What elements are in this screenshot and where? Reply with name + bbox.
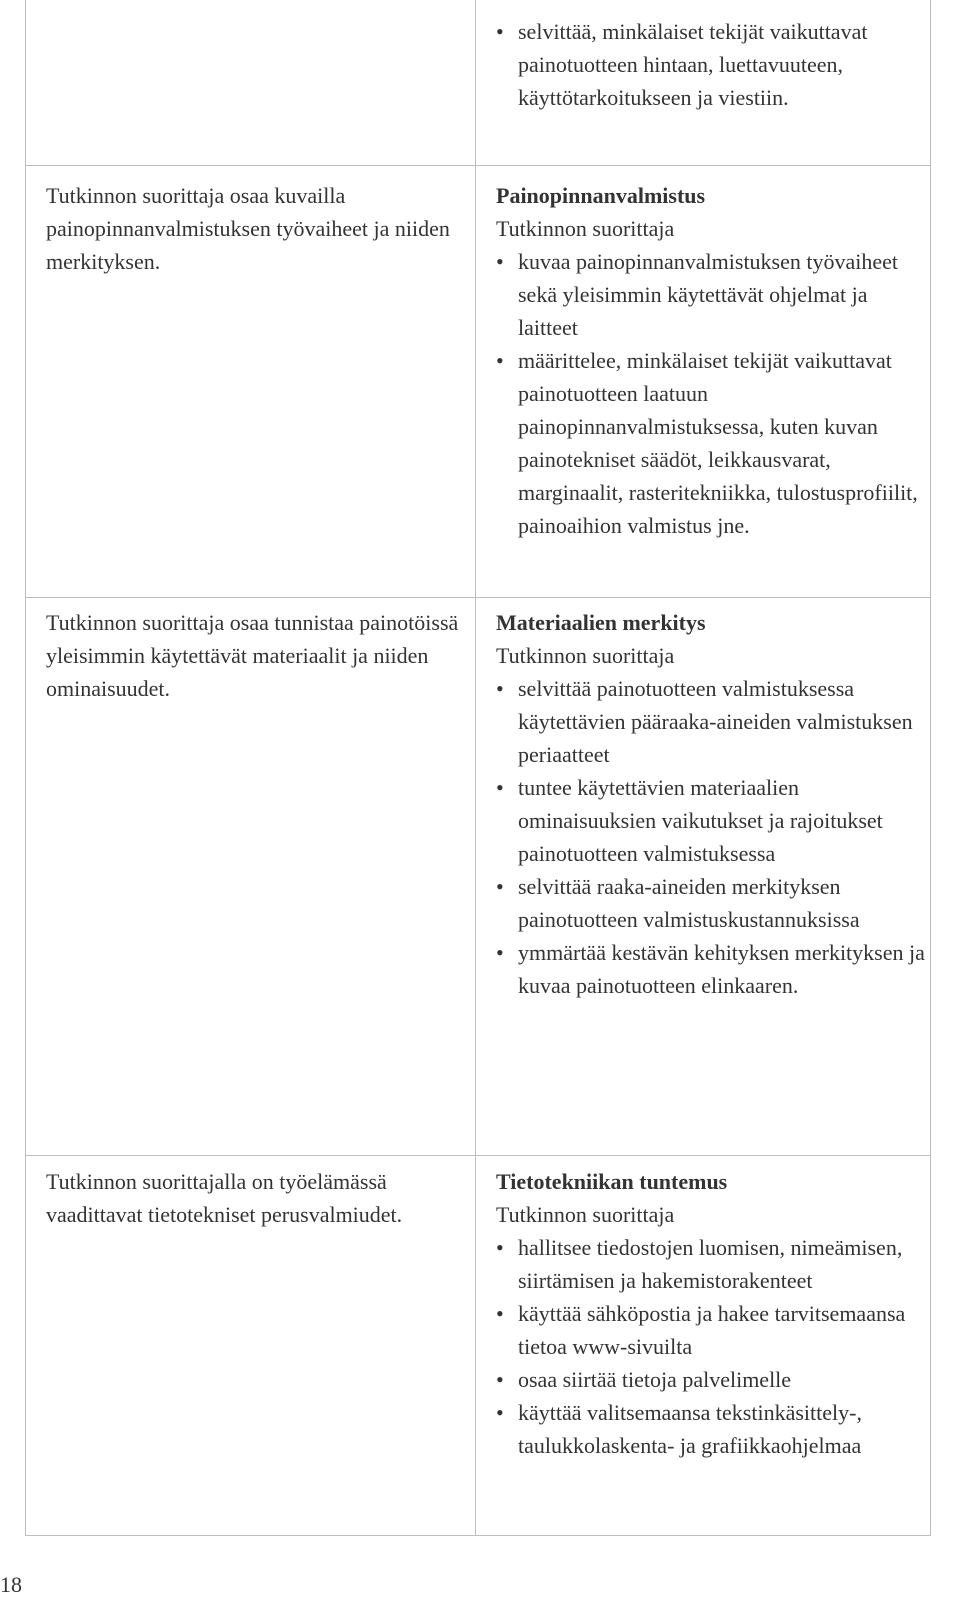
row-3-criteria xyxy=(496,606,926,1002)
section-title: Painopinnanvalmistus xyxy=(496,183,706,208)
row-divider xyxy=(26,165,930,166)
row-2-criteria xyxy=(496,179,926,542)
row-4-criteria xyxy=(496,1165,926,1462)
row-3-objective: Tutkinnon suorittaja osaa tunnistaa painotöissä yleisimmin käytettävät materiaalit ja niiden ominaisuudet. xyxy=(46,610,459,701)
row-1-criteria xyxy=(496,15,926,114)
bullet-list xyxy=(496,672,926,1002)
section-title: Tietotekniikan tuntemus xyxy=(496,1169,728,1194)
list-item: • hallitsee tiedostojen luomisen, nimeämisen, siirtämisen ja hakemistorakenteet xyxy=(496,1231,926,1297)
column-divider xyxy=(475,0,476,1535)
list-item: • käyttää valitsemaansa tekstinkäsittely-, taulukkolaskenta- ja grafiikkaohjelmaa xyxy=(496,1396,926,1462)
list-item: • ymmärtää kestävän kehityksen merkityksen ja kuvaa painotuotteen elinkaaren. xyxy=(496,936,926,1002)
section-intro: Tutkinnon suorittaja xyxy=(496,1202,675,1227)
row-divider xyxy=(26,597,930,598)
row-4-objective: Tutkinnon suorittajalla on työelämässä vaadittavat tietotekniset perusvalmiudet. xyxy=(46,1169,403,1227)
list-item: • tuntee käytettävien materiaalien ominaisuuksien vaikutukset ja rajoitukset painotuotteen valmistuksessa xyxy=(496,771,926,870)
section-title: Materiaalien merkitys xyxy=(496,610,706,635)
bullet-list xyxy=(496,1231,926,1462)
list-item: • selvittää painotuotteen valmistuksessa käytettävien pääraaka-aineiden valmistuksen periaatteet xyxy=(496,672,926,771)
row-2-objective: Tutkinnon suorittaja osaa kuvailla painopinnanvalmistuksen työvaiheet ja niiden merkityksen. xyxy=(46,183,450,274)
section-intro: Tutkinnon suorittaja xyxy=(496,216,675,241)
competence-table xyxy=(25,0,931,1536)
section-intro: Tutkinnon suorittaja xyxy=(496,643,675,668)
list-item: • selvittää raaka-aineiden merkityksen painotuotteen valmistuskustannuksissa xyxy=(496,870,926,936)
list-item: • osaa siirtää tietoja palvelimelle xyxy=(496,1363,926,1396)
list-item: • selvittää, minkälaiset tekijät vaikuttavat painotuotteen hintaan, luettavuuteen, käyttötarkoitukseen ja viestiin. xyxy=(496,15,926,114)
bullet-list xyxy=(496,245,926,542)
list-item: • käyttää sähköpostia ja hakee tarvitsemaansa tietoa www-sivuilta xyxy=(496,1297,926,1363)
page-number: 18 xyxy=(0,1572,22,1597)
list-item: • kuvaa painopinnanvalmistuksen työvaiheet sekä yleisimmin käytettävät ohjelmat ja laitteet xyxy=(496,245,926,344)
list-item: • määrittelee, minkälaiset tekijät vaikuttavat painotuotteen laatuun painopinnanvalmistuksessa, kuten kuvan painotekniset säädöt, leikkausvarat, marginaalit, rasteritekniikka, tulostusprofiilit, painoaihion valmistus jne. xyxy=(496,344,926,542)
bullet-list xyxy=(496,15,926,114)
row-divider xyxy=(26,1155,930,1156)
